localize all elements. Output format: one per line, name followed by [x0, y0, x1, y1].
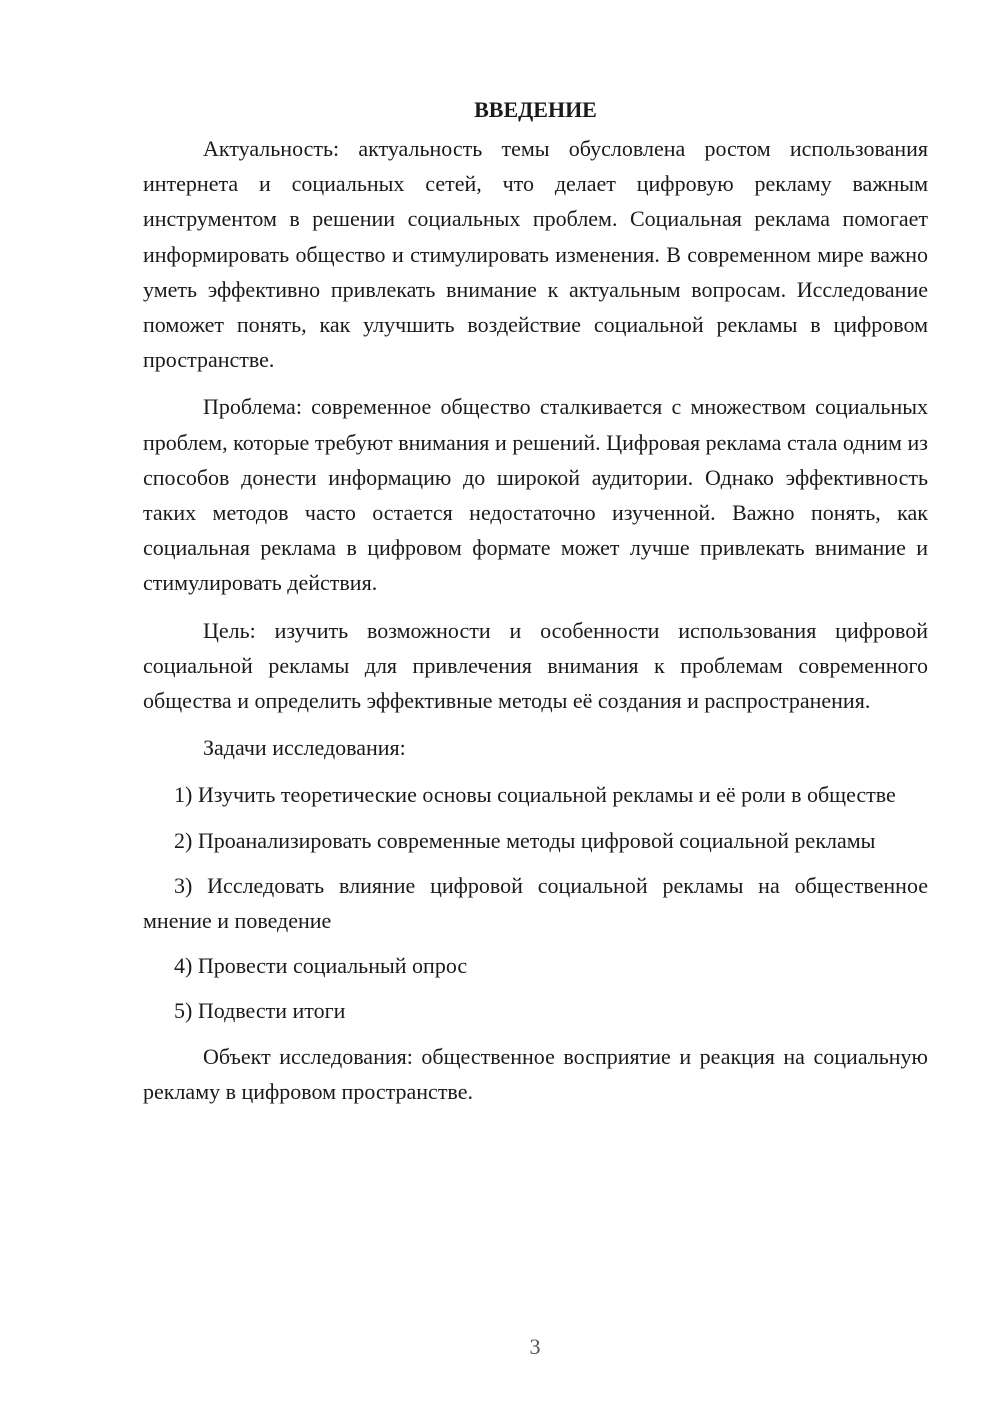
page-content — [143, 95, 928, 1121]
page-number: 3 — [529, 1334, 541, 1359]
task-item: 2) Проанализировать современные методы цифровой социальной рекламы — [174, 827, 876, 853]
object-paragraph: Объект исследования: общественное восприятие и реакция на социальную рекламу в цифровом пространстве. — [143, 1043, 928, 1104]
goal-paragraph: Цель: изучить возможности и особенности использования цифровой социальной рекламы для привлечения внимания к проблемам современного общества и определить эффективные методы её создания и распространения. — [143, 617, 928, 714]
task-item: 5) Подвести итоги — [174, 998, 346, 1024]
problem-paragraph: Проблема: современное общество сталкивается с множеством социальных проблем, которые требуют внимания и решений. Цифровая реклама стала одним из способов донести информацию до широкой аудитории. Однако эффективность таких методов часто остается недостаточно изученной. Важно понять, как социальная реклама в цифровом формате может лучше привлекать внимание и стимулировать действия. — [143, 394, 928, 596]
task-item: 3) Исследовать влияние цифровой социальной рекламы на общественное мнение и поведение — [143, 872, 928, 934]
page-title: ВВЕДЕНИЕ — [474, 97, 597, 122]
task-item: 4) Провести социальный опрос — [174, 953, 468, 979]
tasks-heading: Задачи исследования: — [203, 735, 406, 761]
tasks-list — [143, 777, 928, 1028]
task-item: 1) Изучить теоретические основы социальной рекламы и её роли в обществе — [174, 782, 896, 808]
relevance-paragraph: Актуальность: актуальность темы обусловлена ростом использования интернета и социальных сетей, что делает цифровую рекламу важным инструментом в решении социальных проблем. Социальная реклама помогает информировать общество и стимулировать изменения. В современном мире важно уметь эффективно привлекать внимание к актуальным вопросам. Исследование поможет понять, как улучшить воздействие социальной рекламы в цифровом пространстве. — [143, 136, 928, 373]
